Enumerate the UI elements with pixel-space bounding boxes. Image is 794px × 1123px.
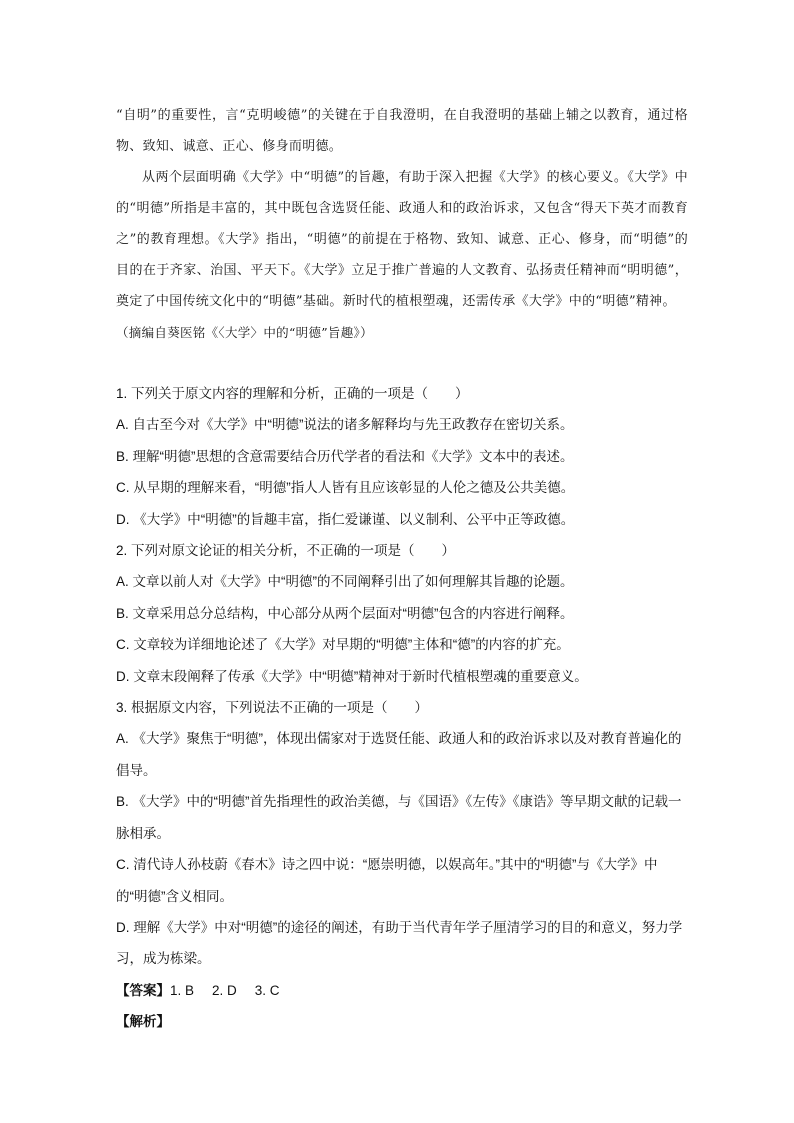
question-stem: 1. 下列关于原文内容的理解和分析，正确的一项是（ ） (116, 386, 469, 401)
option-c: C. 文章较为详细地论述了《大学》对早期的“明德”主体和“德”的内容的扩充。 (116, 637, 570, 653)
answer-label: 【答案】 (116, 982, 170, 998)
question-stem: 2. 下列对原文论证的相关分析，不正确的一项是（ ） (116, 543, 456, 559)
option-d: D. 文章末段阐释了传承《大学》中“明德”精神对于新时代植根塑魂的重要意义。 (116, 668, 588, 684)
option-d: D. 《大学》中“明德”的旨趣丰富，指仁爱谦谨、以义制利、公平中正等政德。 (116, 511, 575, 527)
analysis-line (116, 1006, 688, 1037)
question-1 (116, 378, 688, 535)
analysis-label: 【解析】 (116, 1014, 170, 1030)
question-2 (116, 535, 688, 692)
question-list (116, 378, 688, 1038)
answer-line (116, 975, 688, 1006)
reading-passage (116, 100, 688, 348)
option-d: D. 理解《大学》中对“明德”的途径的阐述，有助于当代青年学子厘清学习的目的和意义，努力学习，成为栋梁。 (116, 919, 683, 967)
option-b: B. 《大学》中的“明德”首先指理性的政治美德，与《国语》《左传》《康诰》等早期文献的记载一脉相承。 (116, 794, 682, 841)
passage-source: （摘编自葵医铭《〈大学〉中的“明德”旨趣》） (116, 325, 373, 340)
option-b: B. 理解“明德”思想的含意需要结合历代学者的看法和《大学》文本中的表述。 (116, 448, 574, 464)
passage-paragraph-2: 从两个层面明确《大学》中“明德”的旨趣，有助于深入把握《大学》的核心要义。《大学》中的“明德”所指是丰富的，其中既包含选贤任能、政通人和的政治诉求，又包含“得天下英才而教育之”的教育理想。《大学》指出，“明德”的前提在于格物、致知、诚意、正心、修身，而“明德”的目的在于齐家、治国、平天下。《大学》立足于推广普遍的人文教育、弘扬责任精神而“明明德”，奠定了中国传统文化中的“明德”基础。新时代的植根塑魂，还需传承《大学》中的“明德”精神。 (116, 170, 688, 309)
option-a: A. 文章以前人对《大学》中“明德”的不同阐释引出了如何理解其旨趣的论题。 (116, 574, 574, 590)
option-c: C. 从早期的理解来看，“明德”指人人皆有且应该彰显的人伦之德及公共美德。 (116, 480, 575, 496)
option-a: A. 自古至今对《大学》中“明德”说法的诸多解释均与先王政教存在密切关系。 (116, 417, 574, 433)
answer-item: 3. C (254, 982, 280, 998)
answer-item: 2. D (212, 982, 237, 998)
option-b: B. 文章采用总分总结构，中心部分从两个层面对“明德”包含的内容进行阐释。 (116, 605, 574, 621)
option-c: C. 清代诗人孙枝蔚《春木》诗之四中说：“愿崇明德，以娱高年。”其中的“明德”与《大学》中的“明德”含义相同。 (116, 857, 658, 904)
question-3 (116, 692, 688, 975)
passage-paragraph-1: “自明”的重要性，言“克明峻德”的关键在于自我澄明，在自我澄明的基础上辅之以教育，通过格物、致知、诚意、正心、修身而明德。 (116, 108, 688, 154)
question-stem: 3. 根据原文内容，下列说法不正确的一项是（ ） (116, 700, 429, 716)
option-a: A. 《大学》聚焦于“明德”，体现出儒家对于选贤任能、政通人和的政治诉求以及对教育普遍化的倡导。 (116, 731, 682, 778)
answer-item: 1. B (170, 982, 195, 998)
